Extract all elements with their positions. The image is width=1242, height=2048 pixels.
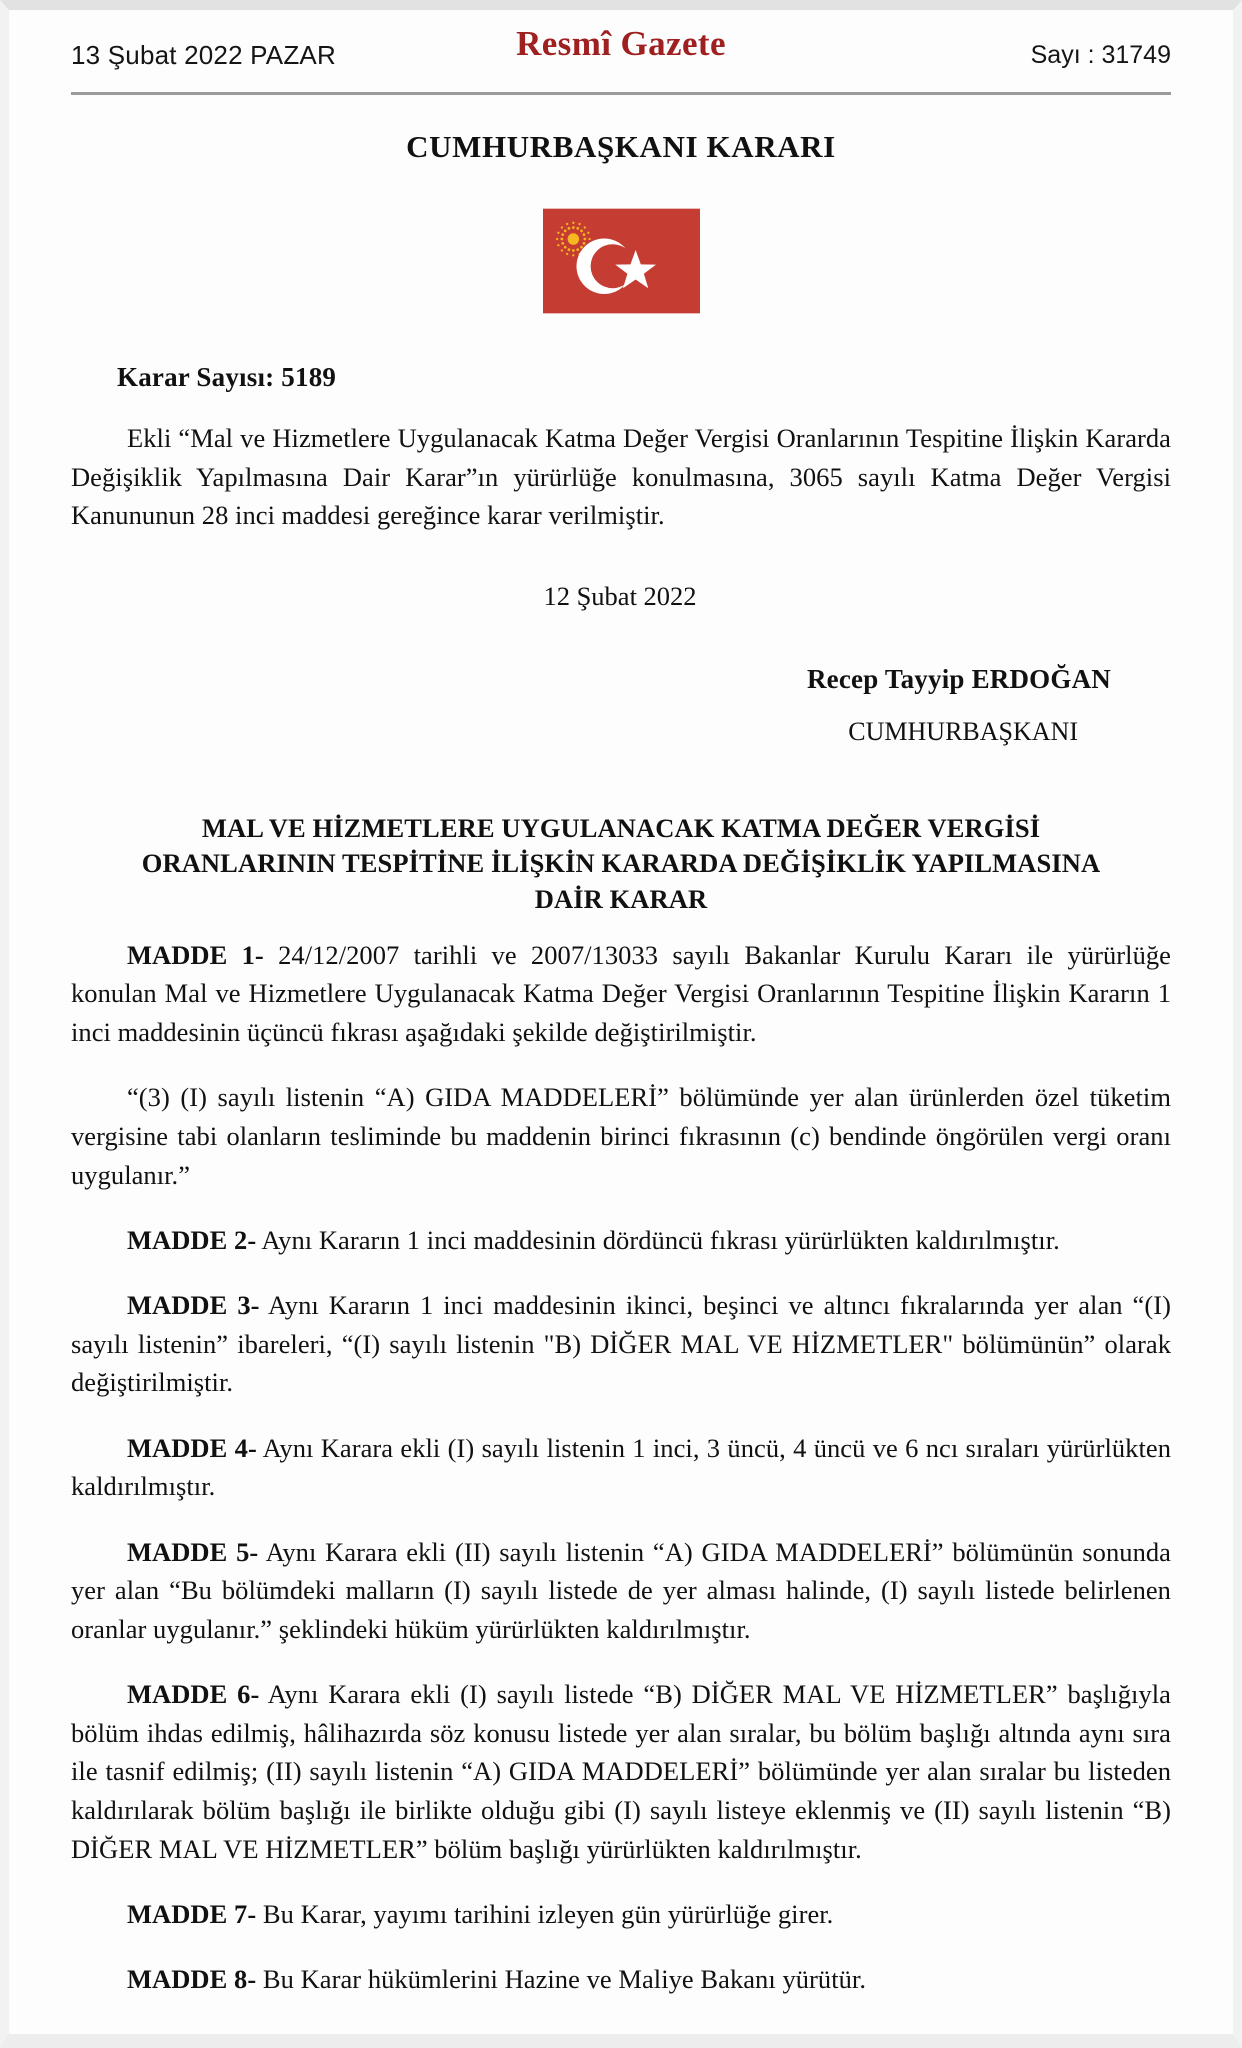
article-madde-5 bbox=[71, 1533, 1171, 1649]
signer-role: CUMHURBAŞKANI bbox=[848, 717, 1078, 747]
article-label: MADDE 3- bbox=[127, 1290, 260, 1321]
decree-kind-heading: CUMHURBAŞKANI KARARI bbox=[406, 129, 836, 164]
article-madde-6 bbox=[71, 1675, 1171, 1868]
article-label: MADDE 8- bbox=[127, 1964, 257, 1995]
article-label: MADDE 4- bbox=[127, 1432, 257, 1463]
article-text: Aynı Karara ekli (I) sayılı listede “B) DİĞER MAL VE HİZMETLER” başlığıyla bölüm ihdas edilmiş, hâlihazırda söz konusu listede yer alan sıralar, bu bölüm başlığı altında aynı sıra ile tasnif edilmiş; (II) sayılı listenin “A) GIDA MADDELERİ” bölümünde yer alan sıralar bu listeden kaldırılarak bölüm başlığı ile birlikte olduğu gibi (I) sayılı listeye eklenmiş ve (II) sayılı listenin “B) DİĞER MAL VE HİZMETLER” bölüm başlığı yürürlükten kaldırılmıştır. bbox=[71, 1679, 1171, 1864]
article-madde-2 bbox=[71, 1221, 1171, 1260]
gazette-title: Resmî Gazete bbox=[516, 24, 726, 63]
article-text: Bu Karar hükümlerini Hazine ve Maliye Bakanı yürütür. bbox=[256, 1964, 867, 1995]
issue-number: Sayı : 31749 bbox=[1030, 40, 1171, 69]
article-label: MADDE 7- bbox=[127, 1899, 257, 1930]
decision-number: Karar Sayısı: 5189 bbox=[117, 362, 337, 392]
article-madde-8 bbox=[71, 1960, 1171, 1999]
article-text: “(3) (I) sayılı listenin “A) GIDA MADDELERİ” bölümünde yer alan ürünlerden özel tüketim vergisine tabi olanların tesliminde bu maddenin birinci fıkrasının (c) bendinde öngörülen vergi oranı uygulanır.” bbox=[71, 1082, 1171, 1190]
article-madde-4 bbox=[71, 1429, 1171, 1506]
signer-name: Recep Tayyip ERDOĞAN bbox=[806, 664, 1111, 695]
article-label: MADDE 6- bbox=[127, 1679, 260, 1710]
article-madde-1-quote bbox=[71, 1078, 1171, 1194]
emblem-container bbox=[71, 208, 1171, 314]
turkish-flag-emblem bbox=[543, 208, 700, 314]
decree-intro-paragraph: Ekli “Mal ve Hizmetlere Uygulanacak Katma Değer Vergisi Oranlarının Tespitine İlişkin Kararda Değişiklik Yapılmasına Dair Karar”ın yürürlüğe konulmasına, 3065 sayılı Katma Değer Vergisi Kanununun 28 inci maddesi gereğince karar verilmiştir. bbox=[71, 423, 1171, 531]
publication-date: 13 Şubat 2022 PAZAR bbox=[71, 39, 336, 70]
article-label: MADDE 1- bbox=[127, 939, 264, 970]
masthead bbox=[71, 10, 1171, 86]
regulation-title: MAL VE HİZMETLERE UYGULANACAK KATMA DEĞER VERGİSİ ORANLARININ TESPİTİNE İLİŞKİN KARARDA DEĞİŞİKLİK YAPILMASINA DAİR KARAR bbox=[141, 813, 1101, 914]
article-text: 24/12/2007 tarihli ve 2007/13033 sayılı Bakanlar Kurulu Kararı ile yürürlüğe konulan Mal ve Hizmetlere Uygulanacak Katma Değer Vergisi Oranlarının Tespitine İlişkin Kararın 1 inci maddesinin üçüncü fıkrası aşağıdaki şekilde değiştirilmiştir. bbox=[71, 939, 1171, 1048]
article-label: MADDE 5- bbox=[127, 1536, 259, 1567]
article-label: MADDE 2- bbox=[127, 1224, 257, 1255]
article-madde-3 bbox=[71, 1286, 1171, 1402]
signature-date: 12 Şubat 2022 bbox=[543, 581, 697, 612]
article-text: Aynı Kararın 1 inci maddesinin dördüncü fıkrası yürürlükten kaldırılmıştır. bbox=[256, 1224, 1060, 1255]
article-text: Aynı Kararın 1 inci maddesinin ikinci, beşinci ve altıncı fıkralarında yer alan “(I) sayılı listenin” ibareleri, “(I) sayılı listenin "B) DİĞER MAL VE HİZMETLER" bölümünün” olarak değiştirilmiştir. bbox=[71, 1290, 1171, 1398]
articles-container bbox=[71, 936, 1171, 1999]
masthead-divider bbox=[71, 92, 1171, 95]
article-madde-1 bbox=[71, 936, 1171, 1052]
article-text: Aynı Karara ekli (I) sayılı listenin 1 inci, 3 üncü, 4 üncü ve 6 ncı sıraları yürürlükten kaldırılmıştır. bbox=[71, 1432, 1171, 1502]
document-paper bbox=[9, 10, 1233, 2034]
article-text: Bu Karar, yayımı tarihini izleyen gün yürürlüğe girer. bbox=[256, 1899, 834, 1930]
article-text: Aynı Karara ekli (II) sayılı listenin “A) GIDA MADDELERİ” bölümünün sonunda yer alan “Bu bölümdeki malların (I) sayılı listede de yer alması halinde, (I) sayılı listede belirlenen oranlar uygulanır.” şeklindeki hüküm yürürlükten kaldırılmıştır. bbox=[71, 1536, 1171, 1644]
article-madde-7 bbox=[71, 1895, 1171, 1934]
